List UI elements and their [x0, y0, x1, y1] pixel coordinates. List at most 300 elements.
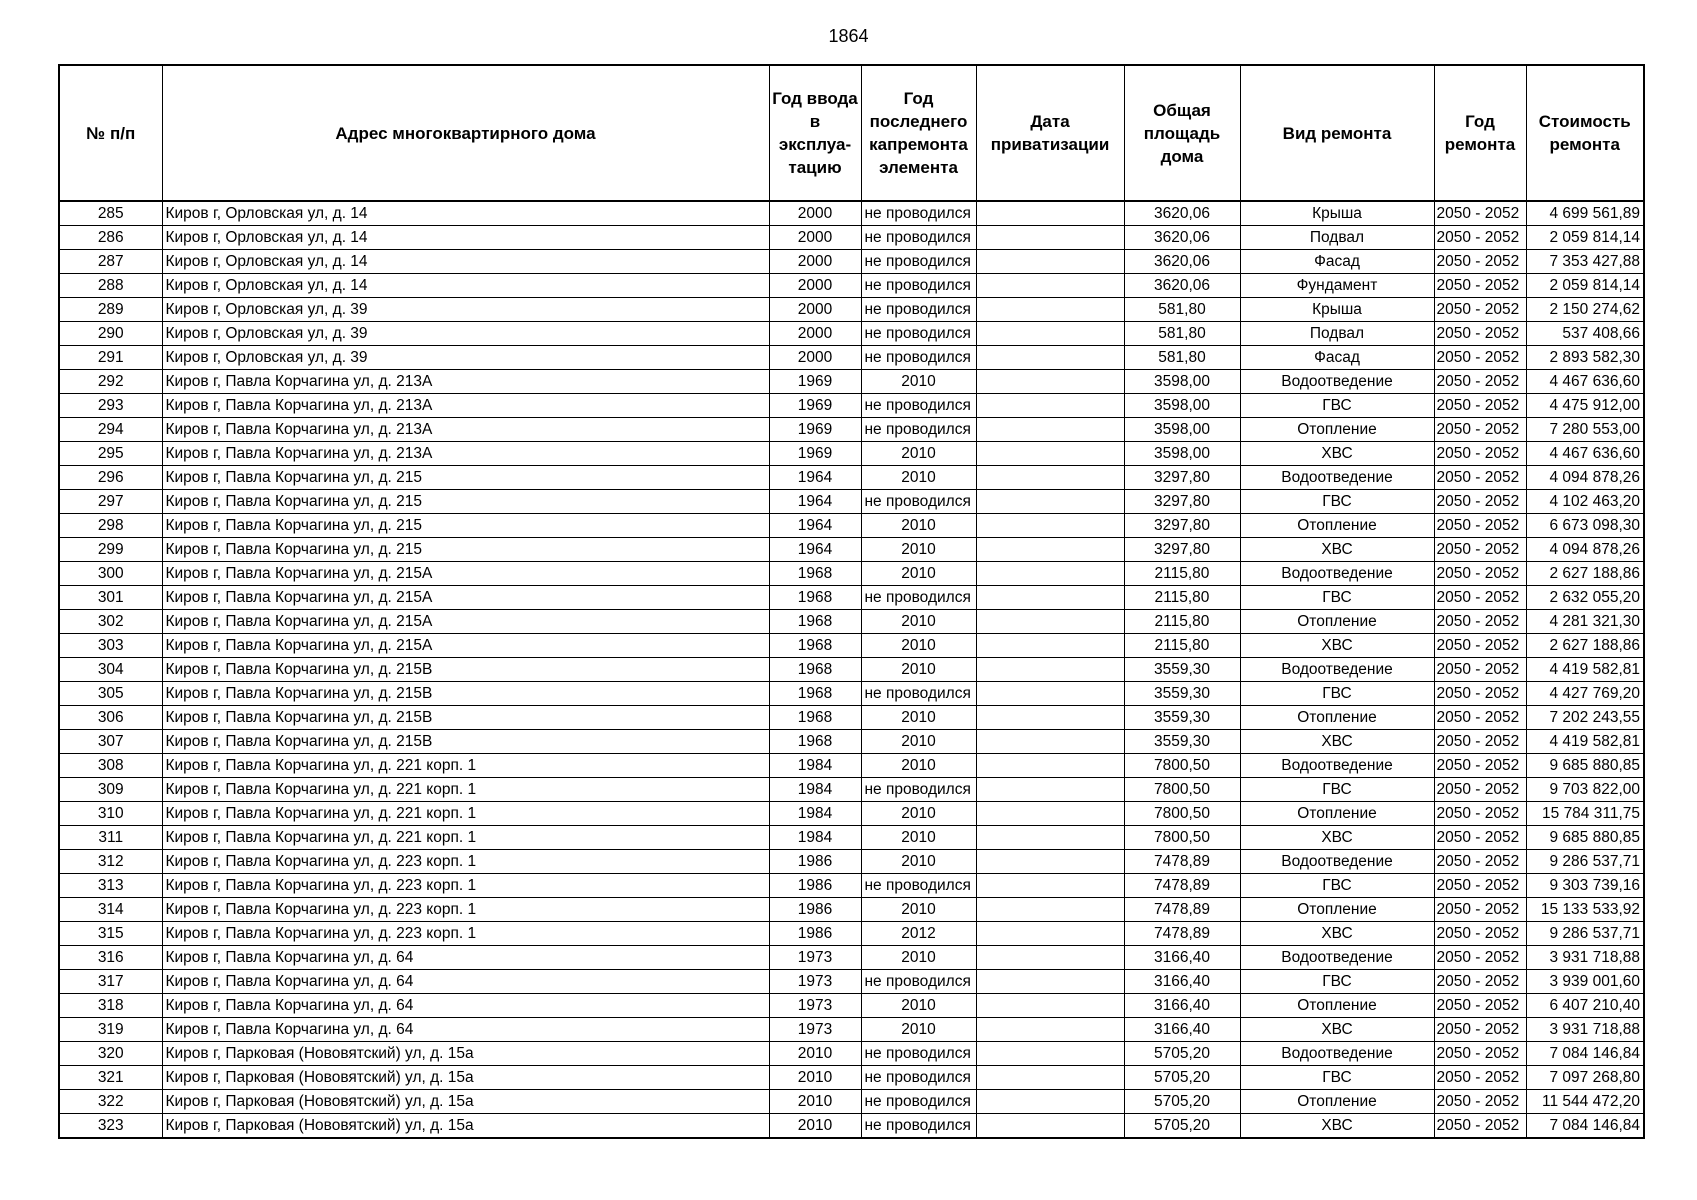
cell-privatization-date: [976, 538, 1124, 562]
cell-repair-period: 2050 - 2052: [1434, 850, 1526, 874]
cell-repair-period: 2050 - 2052: [1434, 922, 1526, 946]
cell-repair-kind: ГВС: [1240, 586, 1434, 610]
cell-repair-cost: 9 286 537,71: [1526, 850, 1644, 874]
cell-row-number: 306: [59, 706, 162, 730]
cell-privatization-date: [976, 898, 1124, 922]
table-row: [59, 682, 1644, 706]
table-row: [59, 490, 1644, 514]
cell-repair-period: 2050 - 2052: [1434, 370, 1526, 394]
cell-total-area: 3297,80: [1124, 466, 1240, 490]
table-row: [59, 1090, 1644, 1114]
cell-last-repair-year: 2010: [861, 826, 976, 850]
cell-address: Киров г, Павла Корчагина ул, д. 221 корп. 1: [162, 778, 769, 802]
cell-last-repair-year: не проводился: [861, 250, 976, 274]
cell-address: Киров г, Павла Корчагина ул, д. 215: [162, 514, 769, 538]
cell-last-repair-year: не проводился: [861, 274, 976, 298]
cell-total-area: 3559,30: [1124, 706, 1240, 730]
cell-address: Киров г, Павла Корчагина ул, д. 213А: [162, 370, 769, 394]
cell-total-area: 581,80: [1124, 346, 1240, 370]
cell-address: Киров г, Павла Корчагина ул, д. 221 корп. 1: [162, 802, 769, 826]
cell-total-area: 3166,40: [1124, 994, 1240, 1018]
cell-address: Киров г, Павла Корчагина ул, д. 223 корп. 1: [162, 874, 769, 898]
table-row: [59, 274, 1644, 298]
cell-commission-year: 1986: [769, 874, 861, 898]
cell-row-number: 318: [59, 994, 162, 1018]
table-row: [59, 1042, 1644, 1066]
cell-repair-cost: 4 467 636,60: [1526, 442, 1644, 466]
cell-repair-kind: Подвал: [1240, 226, 1434, 250]
cell-repair-kind: Отопление: [1240, 514, 1434, 538]
cell-repair-cost: 4 475 912,00: [1526, 394, 1644, 418]
cell-repair-kind: ХВС: [1240, 730, 1434, 754]
cell-row-number: 301: [59, 586, 162, 610]
cell-total-area: 3620,06: [1124, 250, 1240, 274]
cell-repair-period: 2050 - 2052: [1434, 946, 1526, 970]
cell-repair-kind: Водоотведение: [1240, 850, 1434, 874]
table-row: [59, 730, 1644, 754]
cell-repair-period: 2050 - 2052: [1434, 682, 1526, 706]
cell-repair-kind: ХВС: [1240, 826, 1434, 850]
cell-repair-cost: 4 427 769,20: [1526, 682, 1644, 706]
table-row: [59, 394, 1644, 418]
cell-repair-kind: ХВС: [1240, 1018, 1434, 1042]
cell-repair-kind: ГВС: [1240, 490, 1434, 514]
cell-repair-cost: 2 893 582,30: [1526, 346, 1644, 370]
table-row: [59, 826, 1644, 850]
cell-address: Киров г, Орловская ул, д. 14: [162, 226, 769, 250]
table-row: [59, 201, 1644, 226]
cell-repair-kind: Фасад: [1240, 346, 1434, 370]
cell-repair-cost: 7 097 268,80: [1526, 1066, 1644, 1090]
cell-address: Киров г, Орловская ул, д. 39: [162, 322, 769, 346]
cell-commission-year: 2000: [769, 322, 861, 346]
cell-address: Киров г, Павла Корчагина ул, д. 215А: [162, 610, 769, 634]
cell-repair-kind: ХВС: [1240, 442, 1434, 466]
cell-row-number: 312: [59, 850, 162, 874]
table-row: [59, 250, 1644, 274]
cell-last-repair-year: не проводился: [861, 1114, 976, 1139]
cell-repair-cost: 15 133 533,92: [1526, 898, 1644, 922]
cell-repair-period: 2050 - 2052: [1434, 538, 1526, 562]
cell-last-repair-year: 2010: [861, 850, 976, 874]
cell-privatization-date: [976, 610, 1124, 634]
cell-total-area: 3297,80: [1124, 538, 1240, 562]
cell-privatization-date: [976, 706, 1124, 730]
cell-privatization-date: [976, 826, 1124, 850]
cell-address: Киров г, Павла Корчагина ул, д. 213А: [162, 442, 769, 466]
cell-last-repair-year: не проводился: [861, 418, 976, 442]
cell-total-area: 3559,30: [1124, 658, 1240, 682]
cell-privatization-date: [976, 346, 1124, 370]
cell-commission-year: 2000: [769, 226, 861, 250]
cell-privatization-date: [976, 946, 1124, 970]
cell-repair-cost: 2 059 814,14: [1526, 226, 1644, 250]
cell-last-repair-year: не проводился: [861, 970, 976, 994]
cell-repair-cost: 7 084 146,84: [1526, 1114, 1644, 1139]
cell-repair-kind: ГВС: [1240, 394, 1434, 418]
cell-row-number: 294: [59, 418, 162, 442]
table-row: [59, 970, 1644, 994]
cell-last-repair-year: 2010: [861, 514, 976, 538]
cell-privatization-date: [976, 994, 1124, 1018]
cell-row-number: 305: [59, 682, 162, 706]
cell-repair-period: 2050 - 2052: [1434, 826, 1526, 850]
cell-total-area: 3166,40: [1124, 946, 1240, 970]
cell-total-area: 5705,20: [1124, 1114, 1240, 1139]
cell-commission-year: 2000: [769, 274, 861, 298]
cell-total-area: 3166,40: [1124, 1018, 1240, 1042]
cell-row-number: 315: [59, 922, 162, 946]
cell-total-area: 7478,89: [1124, 922, 1240, 946]
cell-address: Киров г, Павла Корчагина ул, д. 215: [162, 538, 769, 562]
cell-last-repair-year: не проводился: [861, 322, 976, 346]
cell-last-repair-year: не проводился: [861, 226, 976, 250]
cell-last-repair-year: 2010: [861, 370, 976, 394]
cell-repair-period: 2050 - 2052: [1434, 970, 1526, 994]
cell-address: Киров г, Парковая (Нововятский) ул, д. 15а: [162, 1066, 769, 1090]
cell-row-number: 311: [59, 826, 162, 850]
cell-commission-year: 2010: [769, 1066, 861, 1090]
cell-privatization-date: [976, 322, 1124, 346]
cell-commission-year: 1986: [769, 898, 861, 922]
cell-privatization-date: [976, 802, 1124, 826]
cell-row-number: 313: [59, 874, 162, 898]
cell-repair-kind: ГВС: [1240, 874, 1434, 898]
cell-commission-year: 1968: [769, 658, 861, 682]
cell-repair-kind: Фасад: [1240, 250, 1434, 274]
cell-address: Киров г, Павла Корчагина ул, д. 215: [162, 490, 769, 514]
cell-privatization-date: [976, 1114, 1124, 1139]
cell-address: Киров г, Павла Корчагина ул, д. 215В: [162, 730, 769, 754]
header-repair-kind: Вид ремонта: [1240, 65, 1434, 201]
table-row: [59, 946, 1644, 970]
cell-last-repair-year: не проводился: [861, 682, 976, 706]
cell-commission-year: 1969: [769, 442, 861, 466]
cell-total-area: 3559,30: [1124, 682, 1240, 706]
cell-repair-period: 2050 - 2052: [1434, 298, 1526, 322]
cell-row-number: 302: [59, 610, 162, 634]
cell-row-number: 298: [59, 514, 162, 538]
cell-total-area: 3598,00: [1124, 394, 1240, 418]
cell-repair-period: 2050 - 2052: [1434, 466, 1526, 490]
cell-repair-period: 2050 - 2052: [1434, 706, 1526, 730]
cell-last-repair-year: 2010: [861, 1018, 976, 1042]
cell-row-number: 303: [59, 634, 162, 658]
cell-total-area: 581,80: [1124, 322, 1240, 346]
cell-repair-cost: 4 094 878,26: [1526, 466, 1644, 490]
cell-last-repair-year: не проводился: [861, 778, 976, 802]
cell-commission-year: 1968: [769, 634, 861, 658]
cell-repair-period: 2050 - 2052: [1434, 634, 1526, 658]
cell-last-repair-year: 2010: [861, 898, 976, 922]
cell-total-area: 3598,00: [1124, 442, 1240, 466]
table-row: [59, 346, 1644, 370]
cell-last-repair-year: 2010: [861, 538, 976, 562]
cell-row-number: 286: [59, 226, 162, 250]
cell-total-area: 3598,00: [1124, 370, 1240, 394]
cell-repair-kind: Отопление: [1240, 418, 1434, 442]
cell-privatization-date: [976, 1042, 1124, 1066]
cell-address: Киров г, Павла Корчагина ул, д. 215А: [162, 562, 769, 586]
cell-address: Киров г, Павла Корчагина ул, д. 223 корп. 1: [162, 850, 769, 874]
repair-table: [58, 64, 1645, 1139]
cell-total-area: 7800,50: [1124, 826, 1240, 850]
cell-privatization-date: [976, 298, 1124, 322]
cell-repair-period: 2050 - 2052: [1434, 1018, 1526, 1042]
table-row: [59, 514, 1644, 538]
table-row: [59, 610, 1644, 634]
cell-repair-period: 2050 - 2052: [1434, 1042, 1526, 1066]
cell-row-number: 287: [59, 250, 162, 274]
cell-row-number: 296: [59, 466, 162, 490]
cell-repair-period: 2050 - 2052: [1434, 442, 1526, 466]
cell-total-area: 7800,50: [1124, 778, 1240, 802]
cell-last-repair-year: 2010: [861, 946, 976, 970]
cell-address: Киров г, Парковая (Нововятский) ул, д. 15а: [162, 1042, 769, 1066]
table-row: [59, 298, 1644, 322]
cell-repair-cost: 2 150 274,62: [1526, 298, 1644, 322]
cell-privatization-date: [976, 754, 1124, 778]
cell-repair-kind: ХВС: [1240, 1114, 1434, 1139]
cell-total-area: 7800,50: [1124, 802, 1240, 826]
cell-total-area: 5705,20: [1124, 1066, 1240, 1090]
cell-repair-cost: 2 632 055,20: [1526, 586, 1644, 610]
table-row: [59, 370, 1644, 394]
cell-repair-cost: 3 931 718,88: [1526, 1018, 1644, 1042]
cell-last-repair-year: 2010: [861, 658, 976, 682]
cell-commission-year: 1968: [769, 682, 861, 706]
cell-privatization-date: [976, 394, 1124, 418]
cell-last-repair-year: не проводился: [861, 298, 976, 322]
cell-last-repair-year: не проводился: [861, 1042, 976, 1066]
cell-address: Киров г, Павла Корчагина ул, д. 215В: [162, 706, 769, 730]
header-row: [59, 65, 1644, 201]
cell-address: Киров г, Павла Корчагина ул, д. 223 корп. 1: [162, 922, 769, 946]
cell-repair-kind: Подвал: [1240, 322, 1434, 346]
table-body: [59, 201, 1644, 1138]
cell-repair-period: 2050 - 2052: [1434, 490, 1526, 514]
cell-row-number: 288: [59, 274, 162, 298]
cell-repair-period: 2050 - 2052: [1434, 322, 1526, 346]
cell-commission-year: 1973: [769, 994, 861, 1018]
cell-row-number: 310: [59, 802, 162, 826]
cell-repair-period: 2050 - 2052: [1434, 418, 1526, 442]
cell-last-repair-year: 2010: [861, 634, 976, 658]
table-row: [59, 562, 1644, 586]
cell-repair-cost: 7 353 427,88: [1526, 250, 1644, 274]
cell-privatization-date: [976, 682, 1124, 706]
cell-repair-kind: Водоотведение: [1240, 946, 1434, 970]
cell-repair-cost: 7 280 553,00: [1526, 418, 1644, 442]
cell-address: Киров г, Орловская ул, д. 39: [162, 298, 769, 322]
cell-repair-kind: Водоотведение: [1240, 370, 1434, 394]
table-row: [59, 322, 1644, 346]
cell-row-number: 297: [59, 490, 162, 514]
cell-row-number: 322: [59, 1090, 162, 1114]
cell-repair-kind: Водоотведение: [1240, 562, 1434, 586]
cell-total-area: 3598,00: [1124, 418, 1240, 442]
cell-repair-cost: 537 408,66: [1526, 322, 1644, 346]
cell-repair-cost: 2 059 814,14: [1526, 274, 1644, 298]
cell-privatization-date: [976, 874, 1124, 898]
cell-total-area: 3620,06: [1124, 274, 1240, 298]
cell-repair-cost: 3 931 718,88: [1526, 946, 1644, 970]
cell-address: Киров г, Павла Корчагина ул, д. 215В: [162, 682, 769, 706]
cell-repair-period: 2050 - 2052: [1434, 874, 1526, 898]
cell-repair-period: 2050 - 2052: [1434, 1066, 1526, 1090]
cell-commission-year: 1969: [769, 394, 861, 418]
cell-privatization-date: [976, 514, 1124, 538]
cell-privatization-date: [976, 1066, 1124, 1090]
cell-total-area: 7478,89: [1124, 898, 1240, 922]
cell-repair-period: 2050 - 2052: [1434, 250, 1526, 274]
cell-privatization-date: [976, 466, 1124, 490]
cell-last-repair-year: 2010: [861, 754, 976, 778]
cell-repair-period: 2050 - 2052: [1434, 201, 1526, 226]
cell-repair-period: 2050 - 2052: [1434, 730, 1526, 754]
cell-privatization-date: [976, 730, 1124, 754]
cell-repair-kind: Водоотведение: [1240, 466, 1434, 490]
cell-row-number: 321: [59, 1066, 162, 1090]
cell-row-number: 290: [59, 322, 162, 346]
cell-total-area: 5705,20: [1124, 1042, 1240, 1066]
cell-total-area: 7478,89: [1124, 874, 1240, 898]
cell-row-number: 308: [59, 754, 162, 778]
cell-repair-kind: ГВС: [1240, 682, 1434, 706]
cell-privatization-date: [976, 1018, 1124, 1042]
cell-address: Киров г, Павла Корчагина ул, д. 213А: [162, 394, 769, 418]
cell-privatization-date: [976, 586, 1124, 610]
cell-last-repair-year: 2010: [861, 730, 976, 754]
cell-row-number: 285: [59, 201, 162, 226]
cell-last-repair-year: не проводился: [861, 586, 976, 610]
cell-row-number: 293: [59, 394, 162, 418]
cell-last-repair-year: 2010: [861, 442, 976, 466]
cell-repair-period: 2050 - 2052: [1434, 610, 1526, 634]
cell-privatization-date: [976, 274, 1124, 298]
cell-privatization-date: [976, 922, 1124, 946]
cell-commission-year: 1984: [769, 826, 861, 850]
cell-repair-kind: Отопление: [1240, 1090, 1434, 1114]
cell-privatization-date: [976, 970, 1124, 994]
table-row: [59, 634, 1644, 658]
cell-repair-period: 2050 - 2052: [1434, 394, 1526, 418]
table-row: [59, 778, 1644, 802]
cell-privatization-date: [976, 778, 1124, 802]
cell-last-repair-year: 2010: [861, 994, 976, 1018]
cell-total-area: 3297,80: [1124, 490, 1240, 514]
cell-commission-year: 1969: [769, 418, 861, 442]
cell-total-area: 7800,50: [1124, 754, 1240, 778]
cell-repair-period: 2050 - 2052: [1434, 994, 1526, 1018]
cell-total-area: 3297,80: [1124, 514, 1240, 538]
cell-repair-cost: 4 094 878,26: [1526, 538, 1644, 562]
cell-repair-period: 2050 - 2052: [1434, 1114, 1526, 1139]
cell-repair-cost: 2 627 188,86: [1526, 562, 1644, 586]
cell-repair-kind: Водоотведение: [1240, 658, 1434, 682]
cell-repair-period: 2050 - 2052: [1434, 802, 1526, 826]
cell-last-repair-year: 2010: [861, 562, 976, 586]
cell-repair-kind: Водоотведение: [1240, 754, 1434, 778]
cell-commission-year: 2010: [769, 1042, 861, 1066]
cell-privatization-date: [976, 250, 1124, 274]
cell-commission-year: 2010: [769, 1114, 861, 1139]
cell-repair-period: 2050 - 2052: [1434, 898, 1526, 922]
cell-last-repair-year: не проводился: [861, 394, 976, 418]
cell-address: Киров г, Орловская ул, д. 14: [162, 250, 769, 274]
cell-repair-kind: Отопление: [1240, 898, 1434, 922]
cell-repair-kind: ГВС: [1240, 778, 1434, 802]
header-commission-year: Год ввода в эксплуа-тацию: [769, 65, 861, 201]
table-row: [59, 706, 1644, 730]
cell-repair-kind: Отопление: [1240, 610, 1434, 634]
cell-last-repair-year: 2012: [861, 922, 976, 946]
cell-repair-kind: Водоотведение: [1240, 1042, 1434, 1066]
cell-address: Киров г, Павла Корчагина ул, д. 64: [162, 1018, 769, 1042]
cell-repair-cost: 4 281 321,30: [1526, 610, 1644, 634]
cell-repair-cost: 2 627 188,86: [1526, 634, 1644, 658]
cell-total-area: 2115,80: [1124, 610, 1240, 634]
cell-commission-year: 2000: [769, 201, 861, 226]
table-row: [59, 226, 1644, 250]
cell-repair-kind: Отопление: [1240, 706, 1434, 730]
cell-row-number: 291: [59, 346, 162, 370]
cell-repair-period: 2050 - 2052: [1434, 658, 1526, 682]
cell-commission-year: 1968: [769, 730, 861, 754]
cell-privatization-date: [976, 370, 1124, 394]
cell-repair-cost: 4 102 463,20: [1526, 490, 1644, 514]
cell-address: Киров г, Павла Корчагина ул, д. 215В: [162, 658, 769, 682]
cell-address: Киров г, Павла Корчагина ул, д. 215А: [162, 634, 769, 658]
header-address: Адрес многоквартирного дома: [162, 65, 769, 201]
cell-privatization-date: [976, 634, 1124, 658]
cell-total-area: 2115,80: [1124, 634, 1240, 658]
cell-repair-cost: 4 467 636,60: [1526, 370, 1644, 394]
cell-row-number: 300: [59, 562, 162, 586]
cell-last-repair-year: не проводился: [861, 1090, 976, 1114]
cell-row-number: 295: [59, 442, 162, 466]
cell-commission-year: 1973: [769, 946, 861, 970]
cell-commission-year: 1968: [769, 586, 861, 610]
cell-repair-cost: 6 673 098,30: [1526, 514, 1644, 538]
cell-commission-year: 2000: [769, 298, 861, 322]
cell-row-number: 299: [59, 538, 162, 562]
cell-address: Киров г, Павла Корчагина ул, д. 221 корп. 1: [162, 826, 769, 850]
cell-commission-year: 1968: [769, 562, 861, 586]
table-row: [59, 802, 1644, 826]
cell-privatization-date: [976, 490, 1124, 514]
cell-last-repair-year: 2010: [861, 610, 976, 634]
cell-address: Киров г, Павла Корчагина ул, д. 215: [162, 466, 769, 490]
cell-commission-year: 1969: [769, 370, 861, 394]
cell-repair-cost: 4 419 582,81: [1526, 730, 1644, 754]
cell-address: Киров г, Павла Корчагина ул, д. 64: [162, 994, 769, 1018]
table-row: [59, 658, 1644, 682]
cell-repair-kind: Крыша: [1240, 201, 1434, 226]
cell-privatization-date: [976, 658, 1124, 682]
cell-row-number: 316: [59, 946, 162, 970]
cell-repair-kind: ГВС: [1240, 1066, 1434, 1090]
cell-last-repair-year: 2010: [861, 466, 976, 490]
cell-row-number: 307: [59, 730, 162, 754]
cell-row-number: 323: [59, 1114, 162, 1139]
cell-row-number: 319: [59, 1018, 162, 1042]
cell-repair-kind: ГВС: [1240, 970, 1434, 994]
cell-repair-cost: 7 202 243,55: [1526, 706, 1644, 730]
cell-address: Киров г, Парковая (Нововятский) ул, д. 15а: [162, 1114, 769, 1139]
table-row: [59, 586, 1644, 610]
cell-repair-period: 2050 - 2052: [1434, 562, 1526, 586]
